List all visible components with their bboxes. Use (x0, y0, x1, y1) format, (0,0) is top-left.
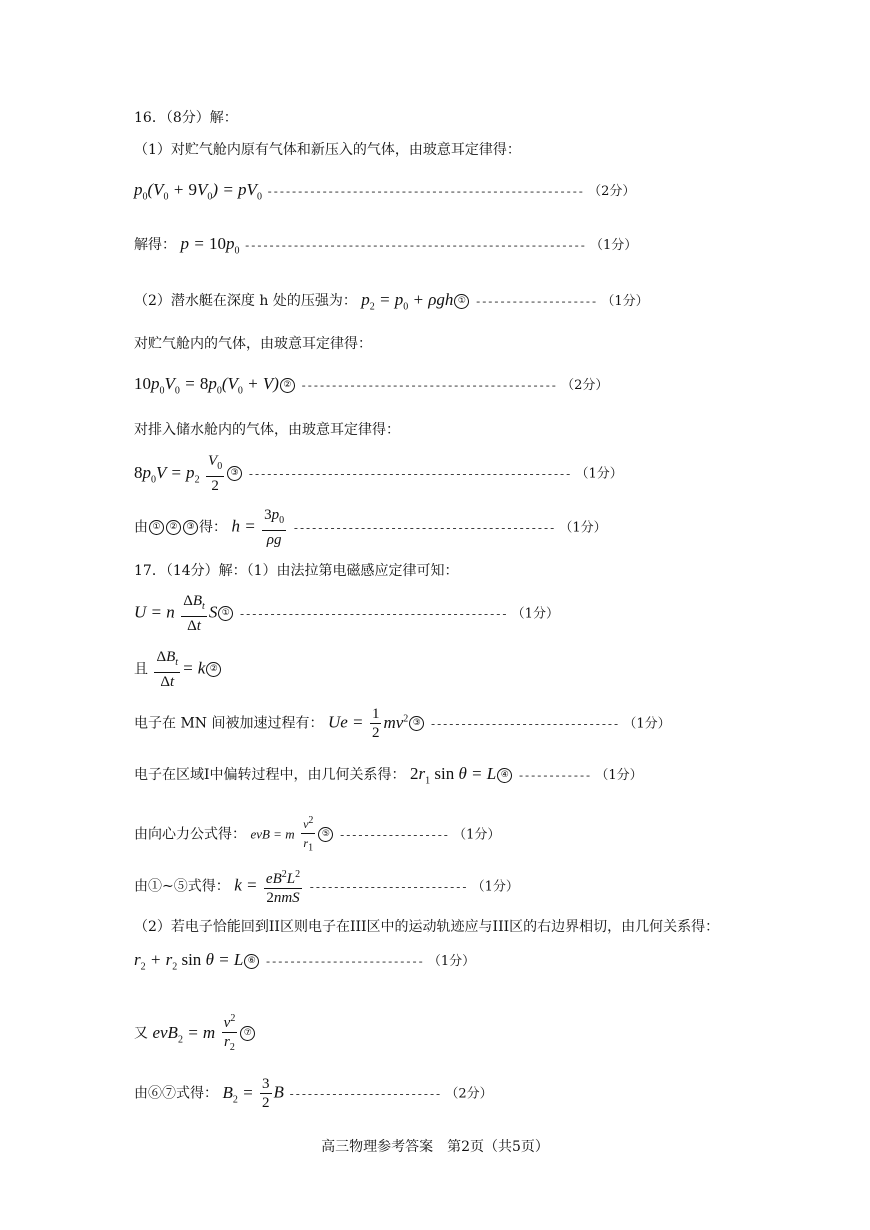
circled-number: ⑥ (244, 954, 259, 969)
fraction: $\frac{3}{2}$ (262, 1076, 270, 1111)
circled-number: ⑦ (240, 1026, 255, 1041)
leader-dashes: ------------ (517, 771, 591, 783)
fraction: $\frac{v^2}{r_1}$ (301, 812, 315, 857)
circled-number: ① (218, 606, 233, 621)
q17-eq8: 又 evB$_2$ = m $\frac{v^2}{r_2}$ ⑦ (134, 1010, 256, 1057)
circled-number: ① (149, 520, 164, 535)
fraction: $\frac{eB^2L^2}{\text{2nmS}}$ (264, 866, 302, 907)
q17-eq9: 由⑥⑦式得： $B_2$ = $\frac{3}{2}$ B ------------------------- （2分） (134, 1076, 493, 1111)
score: （1分） (471, 879, 519, 895)
leader-dashes: ---------------------------------------------------- (266, 187, 584, 199)
leader-dashes: ------------------------- (288, 1089, 441, 1102)
q17-eq7: $r_2 + r_2$ sin θ = L ⑥ -------------------------- （1分） (134, 950, 476, 973)
circled-number: ⑤ (318, 827, 333, 842)
score: （1分） (590, 238, 638, 253)
label-prefix: 又 (134, 1025, 148, 1042)
fraction: $\frac{V_0}{2}$ (208, 453, 223, 494)
leader-dashes: -------------------------------------------------------- (243, 241, 586, 253)
circled-number: ② (280, 378, 295, 393)
q16-eq1: $p_0(V_0 + 9V_0) = pV_0$ ---------------------------------------------------- （2分） (134, 180, 636, 203)
circled-number: ③ (183, 520, 198, 535)
derive-text: 由⑥⑦式得： (134, 1085, 218, 1102)
fraction: $\frac{3p_0}{\rho g}$ (264, 507, 285, 548)
q16-part1-text: （1）对贮气舱内原有气体和新压入的气体，由玻意耳定律得： (134, 142, 521, 158)
q16-text-ballast: 对排入储水舱内的气体，由玻意耳定律得： (134, 422, 400, 438)
leader-dashes: ------------------------------- (429, 719, 619, 732)
fraction: $\frac{v^2}{r_2}$ (222, 1010, 238, 1057)
score: （1分） (559, 520, 607, 536)
label-suffix: 得： (199, 519, 227, 536)
score: （2分） (588, 184, 636, 199)
fraction: $\frac{1}{2}$ (371, 706, 380, 741)
leader-dashes: -------------------- (474, 297, 597, 309)
q16-eq3: （2）潜水艇在深度 h 处的压强为： $p_2 = p_0 + \rho gh$ ① -------------------- （1分） (134, 290, 649, 313)
circled-number: ④ (497, 768, 512, 783)
fraction: $\frac{\Delta B_t}{\Delta t}$ (183, 593, 205, 634)
q17-eq1: U = n $\frac{\Delta B_t}{\Delta t}$ S ① -------------------------------------------- （1分） (134, 593, 559, 634)
leader-dashes: -------------------------- (308, 882, 468, 895)
q16-heading: 16．（8分）解： (134, 110, 238, 126)
part2-text: （2）潜水艇在深度 h 处的压强为： (134, 293, 357, 309)
leader-dashes: ------------------------------------------- (292, 523, 555, 536)
score: （1分） (595, 768, 643, 783)
leader-dashes: -------------------------- (264, 957, 424, 969)
q16-eq4: $10p_0V_0 = 8p_0(V_0 + V)$ ② ------------------------------------------ （2分） (134, 374, 609, 397)
score: （1分） (601, 294, 649, 309)
score: （2分） (561, 378, 609, 393)
page-footer: 高三物理参考答案 第2页（共5页） (321, 1139, 549, 1155)
q17-eq2: 且 $\frac{\Delta B_t}{\Delta t}$ = k ② (134, 648, 222, 691)
score: （1分） (511, 606, 559, 622)
q17-part2-text: （2）若电子恰能回到II区则电子在III区中的运动轨迹应与III区的右边界相切，由几何关系得： (134, 919, 720, 935)
solve-label: 解得： (134, 237, 176, 253)
fraction: $\frac{\Delta B_t}{\Delta t}$ (156, 649, 179, 690)
q17-heading: 17．（14分）解：（1）由法拉第电磁感应定律可知： (134, 563, 459, 579)
score: （1分） (623, 716, 671, 732)
score: （1分） (575, 466, 623, 482)
circled-number: ③ (227, 466, 242, 481)
q16-text-storage: 对贮气舱内的气体，由玻意耳定律得： (134, 336, 372, 352)
q17-eq6: 由①~⑤式得： k = $\frac{eB^2L^2}{\text{2nmS}}$ -------------------------- （1分） (134, 866, 519, 907)
q17-eq5: 由向心力公式得： evB = m $\frac{v^2}{r_1}$ ⑤ ------------------ （1分） (134, 812, 500, 857)
circled-number: ① (454, 294, 469, 309)
circled-number: ② (166, 520, 181, 535)
label-prefix: 由 (134, 519, 148, 536)
circled-number: ② (206, 662, 221, 677)
q16-eq5: $8p_0V = p_2$ $\frac{V_0}{2}$ ③ ----------------------------------------------------- （1分） (134, 453, 623, 494)
centripetal-text: 由向心力公式得： (134, 826, 246, 843)
leader-dashes: ------------------------------------------ (300, 381, 557, 393)
q17-eq3: 电子在 MN 间被加速过程有： Ue = $\frac{1}{2}$ $mv^2$ ③ ------------------------------- （1分） (134, 706, 671, 741)
circled-number: ③ (409, 716, 424, 731)
score: （2分） (445, 1086, 493, 1102)
leader-dashes: -------------------------------------------- (238, 609, 508, 622)
score: （1分） (453, 827, 501, 843)
q16-eq2: 解得： $p = 10p_0$ -------------------------------------------------------- （1分） (134, 234, 638, 257)
label-prefix: 且 (134, 661, 148, 678)
q16-eq6: 由 ① ② ③ 得： h = $\frac{3p_0}{\rho g}$ ------------------------------------------- （1分） (134, 507, 607, 548)
derive-text: 由①~⑤式得： (134, 878, 230, 895)
score: （1分） (427, 954, 476, 969)
accel-text: 电子在 MN 间被加速过程有： (134, 715, 324, 732)
leader-dashes: ------------------ (338, 830, 449, 843)
q17-eq4: 电子在区域I中偏转过程中，由几何关系得： $2r_1$ sin θ = L ④ ------------ （1分） (134, 764, 643, 787)
deflect-text: 电子在区域I中偏转过程中，由几何关系得： (134, 767, 406, 783)
leader-dashes: ----------------------------------------------------- (247, 469, 571, 482)
